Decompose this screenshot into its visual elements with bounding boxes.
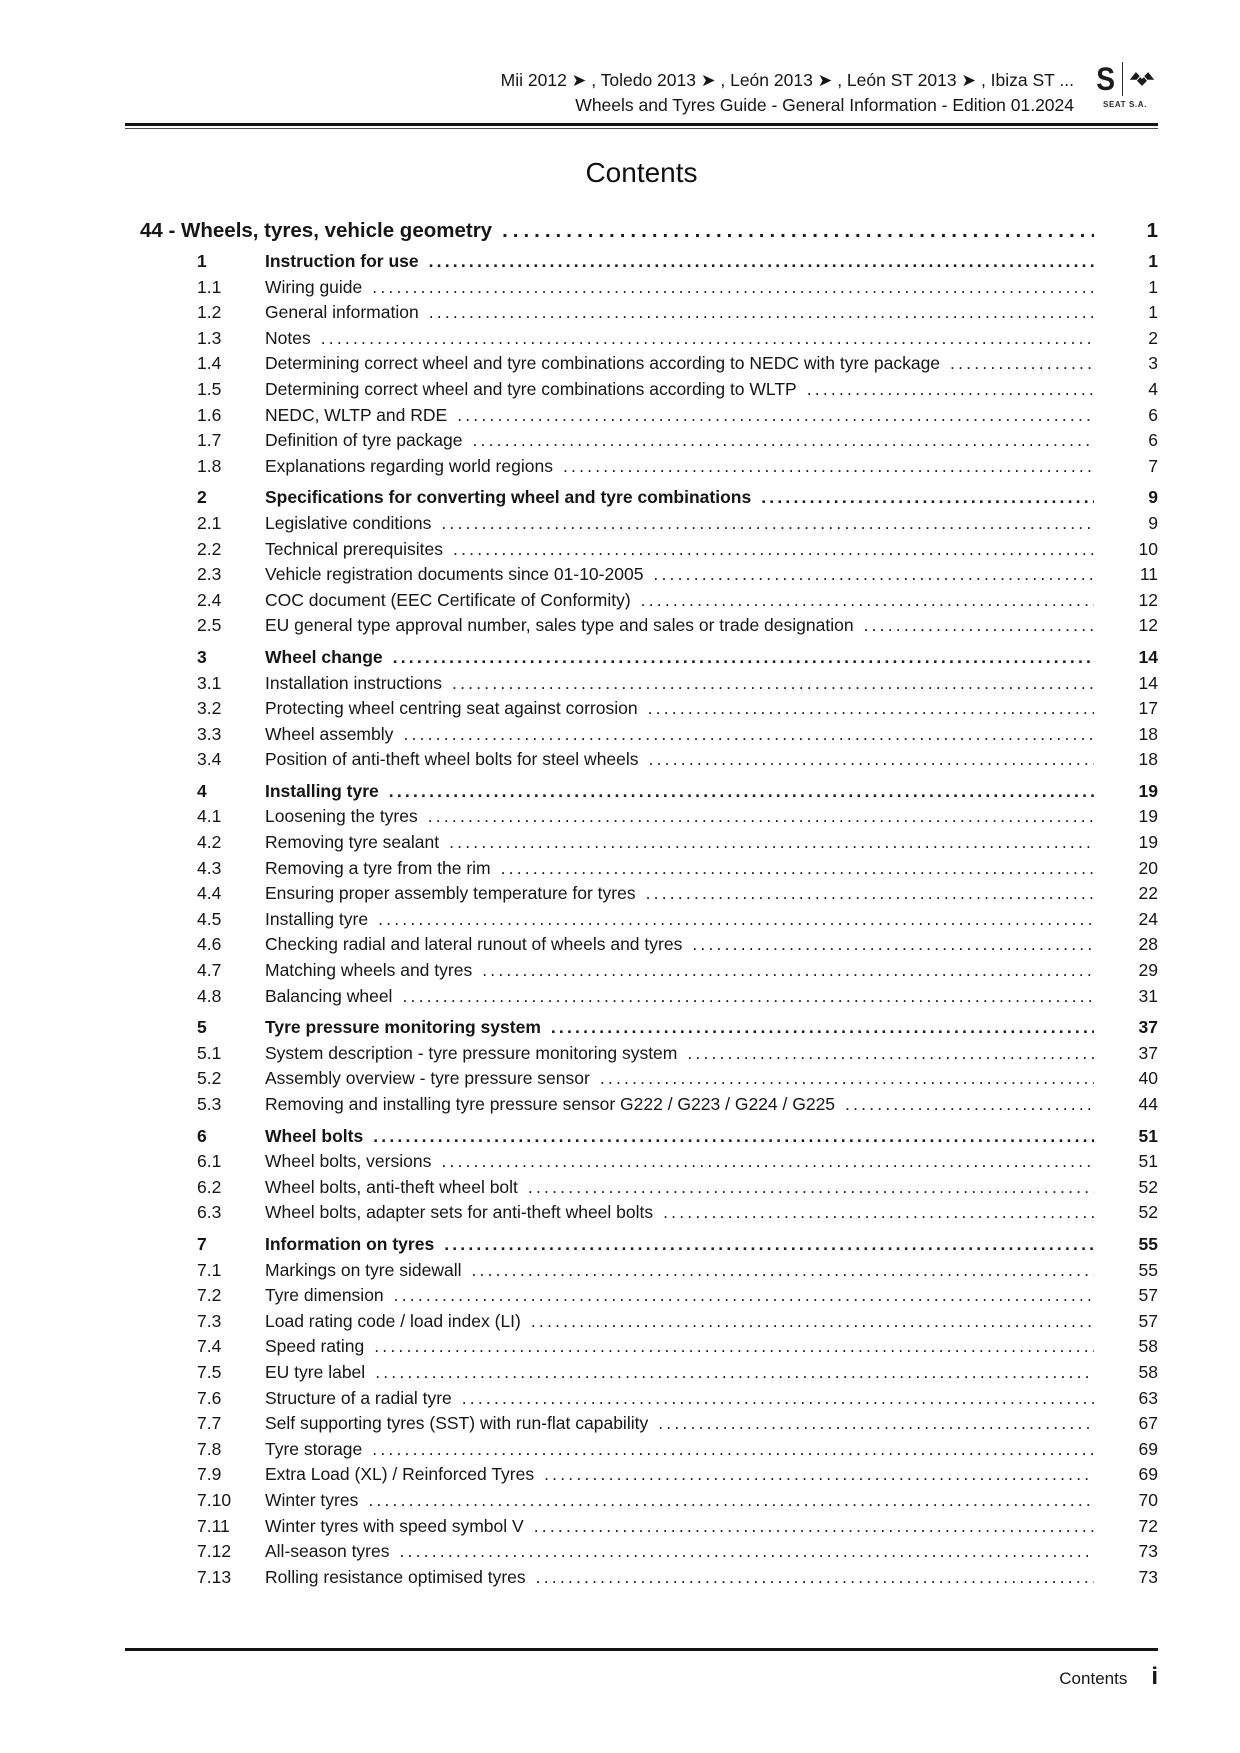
toc-row	[125, 275, 1158, 301]
toc-row-number: 1.7	[197, 430, 222, 451]
toc-row-number: 7.10	[197, 1489, 232, 1510]
toc-row-title: Structure of a radial tyre	[265, 1387, 452, 1408]
dot-leader	[646, 881, 1094, 907]
toc-row-number: 5.3	[197, 1094, 222, 1114]
toc-row-title: Ensuring proper assembly temperature for tyres	[265, 883, 636, 904]
toc-row-page: 37	[1138, 1017, 1158, 1038]
toc-row-page: 40	[1138, 1068, 1158, 1089]
dot-leader	[373, 1124, 1094, 1150]
toc-row-number: 1.8	[197, 455, 222, 476]
toc-row	[125, 537, 1158, 563]
toc-row-page: 51	[1138, 1125, 1158, 1146]
toc-row-title: System description - tyre pressure monitoring system	[265, 1042, 678, 1063]
toc-row-number: 1.4	[197, 353, 222, 374]
toc-chapter-row	[125, 219, 1158, 243]
toc-row-title: Removing and installing tyre pressure sensor G222 / G223 / G224 / G225	[265, 1094, 836, 1114]
toc-row-title: COC document (EEC Certificate of Conformity)	[265, 589, 631, 610]
dot-leader	[648, 696, 1094, 722]
toc-row-title: Markings on tyre sidewall	[265, 1259, 462, 1280]
dot-leader	[368, 1488, 1094, 1514]
toc-row-number: 1	[197, 251, 207, 271]
brand-logos	[1095, 60, 1154, 98]
toc-row-page: 51	[1138, 1151, 1158, 1172]
toc-row-page: 52	[1138, 1202, 1158, 1223]
toc-row	[125, 1041, 1158, 1067]
dot-leader	[403, 722, 1094, 748]
toc-row	[125, 984, 1158, 1010]
toc-row-page: 72	[1138, 1515, 1158, 1536]
toc-row	[125, 958, 1158, 984]
cupra-logo-icon	[1129, 69, 1155, 89]
toc-row-title: Tyre storage	[265, 1438, 363, 1459]
toc-row-title: Installing tyre	[265, 780, 379, 801]
toc-row-page: 31	[1138, 985, 1158, 1006]
logo-divider	[1122, 62, 1123, 96]
toc-row-title: Legislative conditions	[265, 512, 432, 533]
toc-row-title: EU general type approval number, sales type and sales or trade designation	[265, 615, 854, 636]
dot-leader	[653, 562, 1094, 588]
dot-leader	[528, 1175, 1094, 1201]
toc-row-number: 7.8	[197, 1438, 222, 1459]
seat-logo-icon: S	[1096, 61, 1115, 97]
toc-row	[125, 671, 1158, 697]
toc-row-number: 1.5	[197, 378, 222, 399]
toc-row-number: 7.11	[197, 1515, 230, 1536]
dot-leader	[457, 403, 1094, 429]
toc-row	[125, 351, 1158, 377]
toc-row-number: 7.6	[197, 1387, 222, 1408]
toc-row	[125, 856, 1158, 882]
dot-leader	[441, 1149, 1094, 1175]
toc-row-page: 9	[1148, 512, 1158, 533]
dot-leader	[394, 1283, 1094, 1309]
toc-row	[125, 747, 1158, 773]
toc-row-page: 9	[1148, 487, 1158, 508]
toc-row-title: Instruction for use	[265, 251, 419, 271]
toc-row-number: 7.5	[197, 1361, 222, 1382]
toc-row-title: Winter tyres with speed symbol V	[265, 1515, 524, 1536]
toc-row	[125, 511, 1158, 537]
page-content	[125, 0, 1158, 1590]
toc-row-page: 6	[1148, 404, 1158, 425]
toc-row-title: Determining correct wheel and tyre combinations according to NEDC with tyre package	[265, 353, 941, 374]
brand-name: SEAT S.A.	[1103, 100, 1147, 109]
footer-label: Contents	[1059, 1669, 1128, 1688]
toc-row-page: 20	[1138, 857, 1158, 878]
dot-leader	[641, 588, 1094, 614]
dot-leader	[400, 1539, 1095, 1565]
toc-row	[125, 1488, 1158, 1514]
toc-row	[125, 1309, 1158, 1335]
toc-row-number: 7.13	[197, 1566, 232, 1587]
toc-row	[125, 1386, 1158, 1412]
toc-row-page: 19	[1138, 832, 1158, 853]
toc-row-number: 4.5	[197, 908, 222, 929]
toc-row-title: Definition of tyre package	[265, 430, 463, 451]
toc-row-page: 19	[1138, 806, 1158, 827]
toc-row	[125, 1258, 1158, 1284]
toc-row-title: Winter tyres	[265, 1489, 359, 1510]
toc-row-number: 6	[197, 1125, 207, 1146]
toc-row-title: Technical prerequisites	[265, 538, 444, 559]
dot-leader	[600, 1066, 1094, 1092]
toc-row-page: 55	[1138, 1233, 1158, 1254]
dot-leader	[444, 1232, 1094, 1258]
toc-row	[125, 1124, 1158, 1150]
toc-chapter-page: 1	[1146, 219, 1158, 242]
dot-leader	[372, 275, 1094, 301]
dot-leader	[658, 1411, 1094, 1437]
toc-row	[125, 932, 1158, 958]
toc-row	[125, 1514, 1158, 1540]
toc-row-title: Removing a tyre from the rim	[265, 857, 491, 878]
toc-row-page: 12	[1138, 589, 1158, 610]
toc-row	[125, 722, 1158, 748]
footer-page-number: i	[1151, 1663, 1158, 1690]
toc-row-page: 52	[1138, 1176, 1158, 1197]
toc-row	[125, 1200, 1158, 1226]
header-doc-line: Wheels and Tyres Guide - General Information - Edition 01.2024	[575, 95, 1074, 115]
toc-row-title: NEDC, WLTP and RDE	[265, 404, 448, 425]
toc-row-title: Vehicle registration documents since 01-10-2005	[265, 564, 644, 585]
dot-leader	[441, 511, 1094, 537]
toc-row-number: 1.2	[197, 302, 222, 323]
toc-row-number: 5.2	[197, 1068, 222, 1089]
toc-row	[125, 1175, 1158, 1201]
toc-row-title: General information	[265, 302, 419, 323]
dot-leader	[761, 485, 1094, 511]
dot-leader	[449, 830, 1094, 856]
toc-row-number: 3.3	[197, 723, 222, 744]
dot-leader	[663, 1200, 1094, 1226]
toc-row-number: 7.3	[197, 1310, 222, 1331]
toc-row-page: 18	[1138, 749, 1158, 770]
toc-row	[125, 645, 1158, 671]
toc-row-title: Determining correct wheel and tyre combinations according to WLTP	[265, 378, 797, 399]
toc-row-title: Installation instructions	[265, 672, 443, 693]
toc-row-title: All-season tyres	[265, 1541, 390, 1562]
toc-row-number: 2.2	[197, 538, 222, 559]
dot-leader	[692, 932, 1094, 958]
dot-leader	[429, 249, 1094, 275]
toc-row-page: 28	[1138, 934, 1158, 955]
toc-row-page: 73	[1138, 1541, 1158, 1562]
toc-row-number: 6.2	[197, 1176, 222, 1197]
toc-row-page: 57	[1138, 1285, 1158, 1306]
toc-row	[125, 907, 1158, 933]
toc-row	[125, 485, 1158, 511]
toc-row-title: EU tyre label	[265, 1361, 366, 1382]
toc-row-page: 18	[1138, 723, 1158, 744]
dot-leader	[845, 1092, 1094, 1118]
toc-row-title: Wiring guide	[265, 276, 363, 297]
toc-row-page: 10	[1138, 538, 1158, 559]
dot-leader	[462, 1386, 1094, 1412]
toc-row-number: 7.12	[197, 1541, 232, 1562]
dot-leader	[378, 907, 1094, 933]
toc-row	[125, 1437, 1158, 1463]
dot-leader	[389, 779, 1094, 805]
toc-row-title: Information on tyres	[265, 1233, 435, 1254]
toc-row	[125, 830, 1158, 856]
toc-row-number: 1.3	[197, 327, 222, 348]
toc-row	[125, 428, 1158, 454]
toc-row-page: 69	[1138, 1464, 1158, 1485]
footer-rule	[125, 1648, 1158, 1651]
toc-row-page: 29	[1138, 960, 1158, 981]
dot-leader	[372, 1437, 1094, 1463]
dot-leader	[950, 351, 1094, 377]
toc-row-title: Load rating code / load index (LI)	[265, 1310, 521, 1331]
toc-row-page: 11	[1139, 564, 1158, 585]
toc-row	[125, 377, 1158, 403]
toc-row-number: 2.5	[197, 615, 222, 636]
toc-row	[125, 1283, 1158, 1309]
toc-row-title: Wheel bolts, versions	[265, 1151, 432, 1172]
toc-row	[125, 454, 1158, 480]
toc-row-title: Self supporting tyres (SST) with run-flat capability	[265, 1413, 649, 1434]
toc-row-page: 14	[1138, 646, 1158, 667]
toc-row-page: 63	[1138, 1387, 1158, 1408]
dot-leader	[807, 377, 1094, 403]
toc-row-page: 12	[1138, 615, 1158, 636]
toc-row-title: Wheel assembly	[265, 723, 394, 744]
toc-row-number: 2.3	[197, 564, 222, 585]
toc-row-number: 4.3	[197, 857, 222, 878]
toc-row-number: 4	[197, 780, 207, 801]
toc-row-title: Installing tyre	[265, 908, 369, 929]
dot-leader	[375, 1360, 1094, 1386]
dot-leader	[429, 300, 1094, 326]
toc-row-number: 7	[197, 1233, 207, 1254]
toc-row-number: 7.4	[197, 1336, 222, 1357]
toc-row-page: 55	[1138, 1259, 1158, 1280]
toc-row-title: Protecting wheel centring seat against corrosion	[265, 698, 638, 719]
toc-row-number: 2	[197, 487, 207, 508]
toc-row	[125, 1066, 1158, 1092]
toc-row-page: 58	[1138, 1336, 1158, 1357]
toc-row-number: 4.6	[197, 934, 222, 955]
dot-leader	[687, 1041, 1094, 1067]
toc-row-title: Assembly overview - tyre pressure sensor	[265, 1068, 590, 1089]
dot-leader	[472, 428, 1094, 454]
dot-leader	[534, 1514, 1094, 1540]
dot-leader	[482, 958, 1094, 984]
toc-row-title: Notes	[265, 327, 311, 348]
toc-row-page: 3	[1148, 353, 1158, 374]
toc-row-page: 69	[1138, 1438, 1158, 1459]
toc-row-page: 6	[1148, 430, 1158, 451]
toc-row-number: 3	[197, 646, 207, 667]
toc-row-page: 37	[1138, 1042, 1158, 1063]
toc-row-number: 4.7	[197, 960, 222, 981]
page-footer	[125, 1648, 1158, 1691]
toc-row-title: Checking radial and lateral runout of wheels and tyres	[265, 934, 683, 955]
toc-row	[125, 1232, 1158, 1258]
toc-row-page: 1	[1148, 276, 1158, 297]
dot-leader	[563, 454, 1094, 480]
toc-row-page: 22	[1138, 883, 1158, 904]
toc-row-number: 4.2	[197, 832, 222, 853]
toc-row-number: 7.1	[197, 1259, 222, 1280]
dot-leader	[452, 671, 1094, 697]
toc-row-number: 6.3	[197, 1202, 222, 1223]
toc-row-number: 3.1	[197, 672, 222, 693]
toc-row-page: 44	[1138, 1094, 1158, 1114]
toc-row-page: 1	[1148, 251, 1158, 271]
dot-leader	[393, 645, 1094, 671]
dot-leader	[471, 1258, 1094, 1284]
dot-leader	[649, 747, 1094, 773]
toc-row-page: 14	[1138, 672, 1158, 693]
toc-row-number: 4.4	[197, 883, 222, 904]
footer-line	[125, 1663, 1158, 1691]
toc-row-page: 2	[1148, 327, 1158, 348]
toc-row	[125, 1565, 1158, 1591]
toc-row-title: Speed rating	[265, 1336, 365, 1357]
dot-leader	[428, 804, 1094, 830]
toc-row-title: Extra Load (XL) / Reinforced Tyres	[265, 1464, 535, 1485]
toc-row-page: 67	[1138, 1413, 1158, 1434]
toc-row	[125, 403, 1158, 429]
toc-row	[125, 1149, 1158, 1175]
toc-row-number: 4.1	[197, 806, 222, 827]
toc-row-page: 17	[1138, 698, 1158, 719]
page-header	[125, 60, 1158, 118]
toc-row-page: 4	[1148, 378, 1158, 399]
toc-row-title: Position of anti-theft wheel bolts for steel wheels	[265, 749, 639, 770]
toc-row	[125, 1462, 1158, 1488]
toc-row-page: 7	[1148, 455, 1158, 476]
toc-row-page: 19	[1138, 780, 1158, 801]
toc-row-title: Balancing wheel	[265, 985, 393, 1006]
dot-leader	[551, 1015, 1094, 1041]
toc-row-title: Tyre dimension	[265, 1285, 384, 1306]
toc-row	[125, 1015, 1158, 1041]
dot-leader	[544, 1462, 1094, 1488]
header-text	[501, 60, 1074, 118]
toc-row-title: Matching wheels and tyres	[265, 960, 473, 981]
dot-leader	[374, 1334, 1094, 1360]
toc-rows	[125, 249, 1158, 1590]
toc-row	[125, 1334, 1158, 1360]
toc-row-page: 58	[1138, 1361, 1158, 1382]
toc-row-number: 5	[197, 1017, 207, 1038]
toc-row-number: 7.7	[197, 1413, 222, 1434]
toc-row-number: 4.8	[197, 985, 222, 1006]
dot-leader	[536, 1565, 1094, 1591]
toc-row-number: 5.1	[197, 1042, 222, 1063]
toc-row	[125, 779, 1158, 805]
toc-row	[125, 1539, 1158, 1565]
toc-row	[125, 1360, 1158, 1386]
toc-row-number: 7.2	[197, 1285, 222, 1306]
toc-row-title: Rolling resistance optimised tyres	[265, 1566, 526, 1587]
toc-row-title: Removing tyre sealant	[265, 832, 440, 853]
toc-row-page: 70	[1138, 1489, 1158, 1510]
toc-row	[125, 881, 1158, 907]
toc-row	[125, 1411, 1158, 1437]
toc-row-title: Wheel change	[265, 646, 383, 667]
toc-row	[125, 588, 1158, 614]
toc-row-number: 3.2	[197, 698, 222, 719]
dot-leader	[531, 1309, 1094, 1335]
toc-row	[125, 300, 1158, 326]
toc-row	[125, 804, 1158, 830]
dot-leader	[453, 537, 1094, 563]
toc-row	[125, 613, 1158, 639]
toc-row-number: 6.1	[197, 1151, 222, 1172]
dot-leader	[321, 326, 1094, 352]
dot-leader	[501, 856, 1094, 882]
toc-row	[125, 1092, 1158, 1118]
toc-row-page: 1	[1148, 302, 1158, 323]
dot-leader	[502, 219, 1094, 243]
toc-row	[125, 326, 1158, 352]
toc-chapter-label: 44 - Wheels, tyres, vehicle geometry	[140, 219, 493, 242]
toc-row-title: Wheel bolts, anti-theft wheel bolt	[265, 1176, 518, 1197]
dot-leader	[864, 613, 1094, 639]
toc-row	[125, 562, 1158, 588]
toc-row-title: Wheel bolts, adapter sets for anti-theft wheel bolts	[265, 1202, 654, 1223]
toc-row	[125, 696, 1158, 722]
toc-row-number: 3.4	[197, 749, 222, 770]
toc-row-page: 24	[1138, 908, 1158, 929]
toc-row-title: Tyre pressure monitoring system	[265, 1017, 541, 1038]
header-rule	[125, 123, 1158, 129]
brand-block	[1092, 60, 1158, 109]
toc-row-title: Specifications for converting wheel and tyre combinations	[265, 487, 752, 508]
toc-row-number: 1.6	[197, 404, 222, 425]
toc-row	[125, 249, 1158, 275]
dot-leader	[402, 984, 1094, 1010]
toc-row-page: 73	[1138, 1566, 1158, 1587]
toc-row-number: 7.9	[197, 1464, 222, 1485]
header-models-line: Mii 2012 ➤ , Toledo 2013 ➤ , León 2013 ➤ , León ST 2013 ➤ , Ibiza ST ...	[500, 70, 1074, 90]
toc-row-number: 1.1	[197, 276, 222, 297]
toc-row-title: Loosening the tyres	[265, 806, 418, 827]
toc-row-page: 57	[1138, 1310, 1158, 1331]
toc-row-number: 2.1	[197, 512, 222, 533]
toc-row-number: 2.4	[197, 589, 222, 610]
toc-row-title: Explanations regarding world regions	[265, 455, 553, 476]
page-title: Contents	[585, 157, 698, 188]
toc-row-title: Wheel bolts	[265, 1125, 364, 1146]
